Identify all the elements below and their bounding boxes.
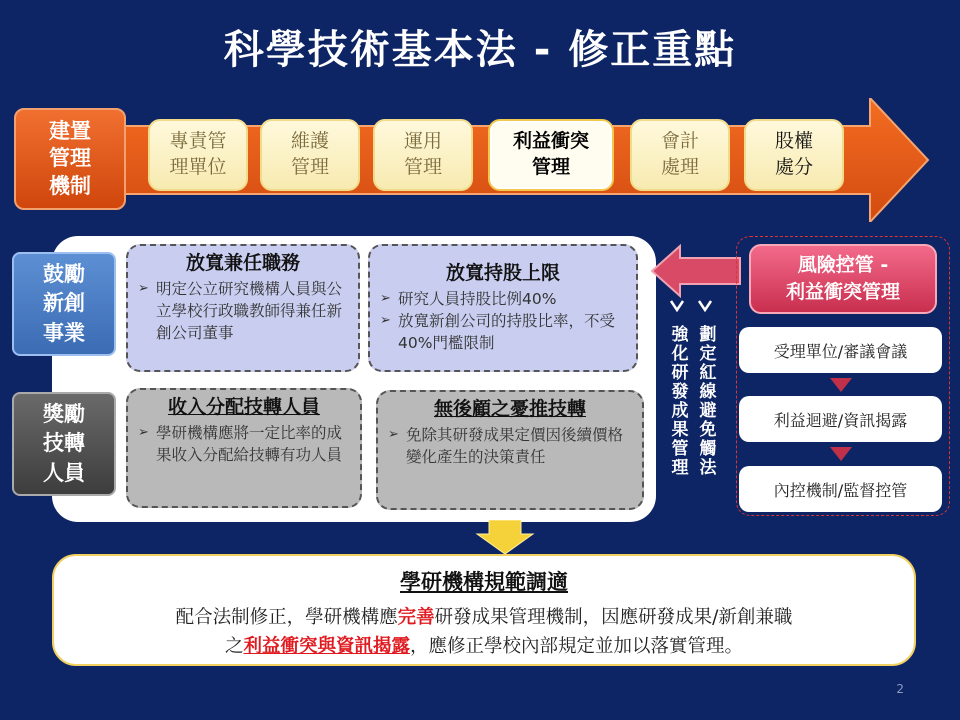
card-title: 收入分配技轉人員: [167, 396, 320, 418]
card-concurrent-position: [126, 244, 360, 372]
body-text: ，應修正學校內部規定並加以落實管理。: [410, 635, 744, 657]
arrow-bullet-icon: ➢: [138, 424, 149, 440]
bottom-title: 學研機構規範調適: [400, 570, 568, 594]
vertical-text-redline: 劃 定 紅 線 避 免 觸 法: [699, 325, 717, 479]
step-utilization: 運用 管理: [373, 119, 473, 191]
body-line-2: [54, 633, 914, 662]
reward-transfer-label: 獎勵 技轉 人員: [12, 392, 116, 496]
step-dedicated-unit: 專責管 理單位: [148, 119, 248, 191]
risk-item-review: 受理單位/審議會議: [739, 327, 942, 373]
bottom-body: [54, 604, 914, 661]
card-shareholding-limit: [368, 244, 638, 372]
step-conflict-of-interest: 利益衝突 管理: [488, 119, 614, 191]
bullet-text: 放寬新創公司的持股比率，不受40%門檻限制: [398, 312, 616, 353]
arrow-bullet-icon: ➢: [380, 290, 391, 306]
down-triangle-icon: [830, 447, 852, 461]
arrow-bullet-icon: ➢: [380, 313, 391, 329]
list-item: [138, 422, 350, 467]
risk-item-disclosure: 利益迴避/資訊揭露: [739, 396, 942, 442]
risk-control-title: 風險控管 - 利益衝突管理: [749, 244, 937, 314]
step-maintenance: 維護 管理: [260, 119, 360, 191]
step-equity-disposal: 股權 處分: [744, 119, 844, 191]
list-item: [380, 310, 626, 355]
page-number: 2: [896, 682, 904, 696]
encourage-startup-label: 鼓勵 新創 事業: [12, 252, 116, 356]
card-title: 放寬持股上限: [445, 262, 560, 284]
bullet-text: 學研機構應將一定比率的成果收入分配給技轉有功人員: [156, 423, 343, 465]
bullet-text: 免除其研發成果定價因後續價格變化產生的決策責任: [406, 425, 624, 467]
highlight-text: 利益衝突與資訊揭露: [243, 635, 410, 657]
body-text: 之: [224, 635, 244, 657]
institution-regulation-box: [52, 554, 916, 666]
card-title: 放寬兼任職務: [185, 252, 300, 274]
arrow-bullet-icon: ➢: [388, 426, 399, 442]
highlight-text: 完善: [397, 607, 435, 628]
arrow-bullet-icon: ➢: [138, 280, 149, 296]
left-arrow-shape: [650, 244, 742, 298]
chevron-down-icons: [668, 296, 718, 316]
card-title: 無後顧之憂推技轉: [433, 398, 586, 420]
risk-item-internal-control: 內控機制/監督控管: [739, 466, 942, 512]
down-arrow-shape: [475, 520, 535, 556]
bullet-text: 明定公立研究機構人員與公立學校行政職教師得兼任新創公司董事: [156, 279, 343, 343]
step-accounting: 會計 處理: [630, 119, 730, 191]
body-text: 研發成果管理機制，因應研發成果/新創兼職: [434, 607, 793, 628]
list-item: [380, 288, 626, 310]
vertical-text-strengthen: 強 化 研 發 成 果 管 理: [671, 325, 689, 479]
body-text: 配合法制修正，學研機構應: [175, 607, 398, 628]
body-line-1: [54, 604, 914, 633]
card-no-worries: [376, 390, 644, 510]
list-item: [138, 278, 348, 345]
list-item: [388, 424, 632, 469]
setup-management-box: 建置 管理 機制: [14, 108, 126, 210]
down-triangle-icon: [830, 378, 852, 392]
page-title: 科學技術基本法 - 修正重點: [223, 27, 737, 73]
bullet-text: 研究人員持股比例40%: [398, 289, 557, 308]
card-income-distribution: [126, 388, 362, 508]
